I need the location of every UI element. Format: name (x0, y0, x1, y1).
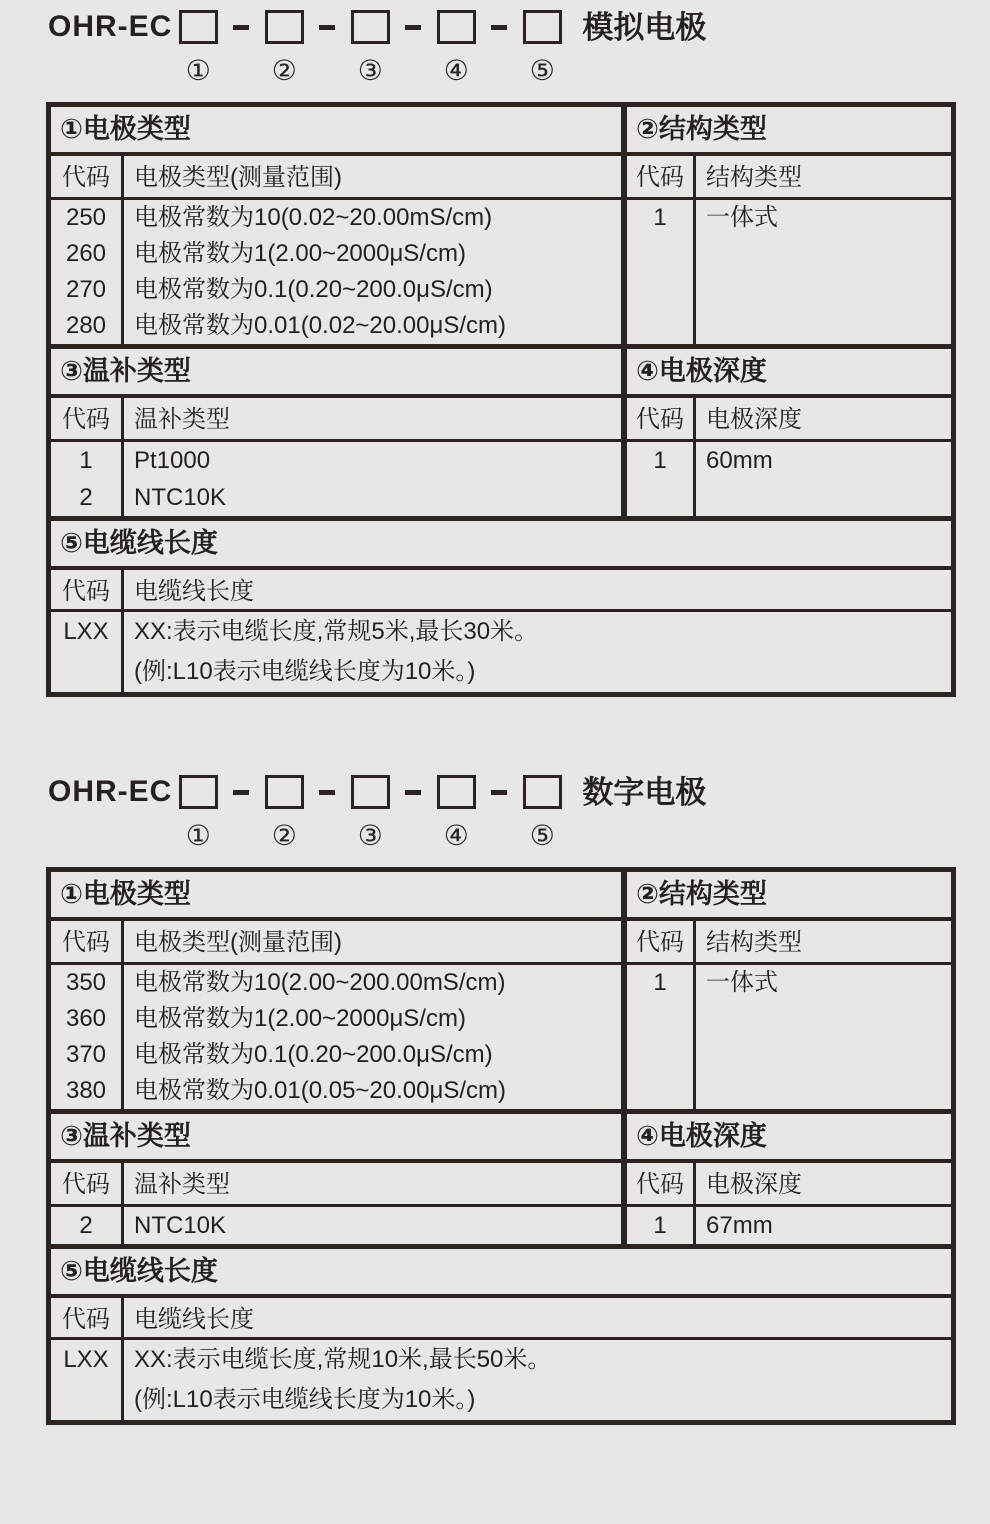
code-column (627, 965, 693, 1109)
dash-separator (233, 25, 249, 30)
model-code-slot-1 (176, 10, 220, 86)
label-column (121, 1340, 951, 1420)
cell-code: LXX (63, 618, 109, 645)
cell-code: 2 (79, 1212, 93, 1239)
position-number-2: ② (271, 55, 297, 86)
cell-label: Pt1000 (134, 447, 211, 474)
label-column (693, 1207, 951, 1244)
cell-code: 270 (65, 276, 107, 303)
cell-label: NTC10K (134, 484, 227, 511)
column-header-code: 代码 (51, 156, 121, 200)
section-electrode-depth (627, 1114, 951, 1244)
cell-label: 电极常数为1(2.00~2000μS/cm) (134, 1005, 466, 1032)
section-electrode-depth (627, 349, 951, 516)
cell-code: 350 (65, 969, 107, 996)
code-column (51, 965, 121, 1109)
dash-separator (405, 790, 421, 795)
column-header-code: 代码 (627, 1163, 693, 1207)
model-code-slot-1 (176, 775, 220, 851)
column-header-label: 结构类型 (693, 156, 951, 200)
cell-code: 1 (653, 1212, 667, 1239)
section-cable-length (51, 521, 951, 692)
column-header-code: 代码 (627, 156, 693, 200)
column-header-label: 温补类型 (121, 1163, 621, 1207)
section-electrode-type (51, 872, 621, 1109)
section-title: ③温补类型 (51, 1114, 621, 1163)
column-header-label: 结构类型 (693, 921, 951, 965)
column-header-label: 电极类型(测量范围) (121, 156, 621, 200)
band-cable-length (51, 1244, 951, 1420)
dash-separator (233, 790, 249, 795)
cell-label: 电极常数为1(2.00~2000μS/cm) (134, 240, 466, 267)
model-prefix: OHR-EC (48, 775, 173, 808)
model-code-diagram-digital (48, 775, 956, 851)
ordering-table-analog (46, 102, 956, 697)
model-code-slot-2 (262, 10, 306, 86)
cell-code: 260 (65, 240, 107, 267)
label-column (121, 442, 621, 516)
cell-label: 电极常数为0.1(0.20~200.0μS/cm) (134, 276, 493, 303)
section-title: ④电极深度 (627, 349, 951, 398)
cell-label: 电极常数为10(2.00~200.00mS/cm) (134, 969, 506, 996)
model-code-box-5 (523, 775, 562, 809)
band-tempcomp-depth (51, 1109, 951, 1244)
model-code-box-1 (179, 10, 218, 44)
cell-label: 电极常数为0.01(0.02~20.00μS/cm) (134, 312, 506, 339)
section-structure-type (627, 872, 951, 1109)
model-code-box-5 (523, 10, 562, 44)
code-column (51, 1207, 121, 1244)
cell-label: 电极常数为0.01(0.05~20.00μS/cm) (134, 1077, 506, 1104)
label-column (121, 965, 621, 1109)
cell-code: 250 (65, 204, 107, 231)
cell-label: NTC10K (134, 1212, 227, 1239)
cell-code: 360 (65, 1005, 107, 1032)
code-column (627, 442, 693, 516)
model-suffix-analog: 模拟电极 (582, 10, 707, 45)
column-header-code: 代码 (51, 921, 121, 965)
cell-label: 一体式 (706, 204, 778, 231)
column-header-code: 代码 (627, 398, 693, 442)
model-suffix-digital: 数字电极 (582, 775, 707, 810)
section-structure-type (627, 107, 951, 344)
code-column (51, 1340, 121, 1420)
band-cable-length (51, 516, 951, 692)
model-code-slot-5 (520, 775, 564, 851)
model-code-box-3 (351, 775, 390, 809)
cell-label-line: (例:L10表示电缆线长度为10米。) (134, 1386, 476, 1413)
section-title: ③温补类型 (51, 349, 621, 398)
position-number-4: ④ (443, 820, 469, 851)
cell-label-line: XX:表示电缆长度,常规10米,最长50米。 (134, 1346, 552, 1373)
code-column (51, 442, 121, 516)
position-number-3: ③ (357, 820, 383, 851)
cell-code: 1 (79, 447, 93, 474)
dash-separator (491, 790, 507, 795)
cell-code: 280 (65, 312, 107, 339)
column-header-label: 电缆线长度 (121, 1298, 951, 1340)
model-line-analog (48, 10, 956, 86)
position-number-1: ① (185, 55, 211, 86)
label-column (121, 1207, 621, 1244)
section-title: ①电极类型 (51, 107, 621, 156)
model-code-box-4 (437, 775, 476, 809)
model-code-box-2 (265, 775, 304, 809)
section-title: ⑤电缆线长度 (51, 1249, 951, 1298)
section-title: ②结构类型 (627, 872, 951, 921)
cell-label: 60mm (706, 447, 773, 474)
code-column (51, 200, 121, 344)
section-title: ②结构类型 (627, 107, 951, 156)
cell-label-line: XX:表示电缆长度,常规5米,最长30米。 (134, 618, 539, 645)
dash-separator (405, 25, 421, 30)
cell-code: 380 (65, 1077, 107, 1104)
column-header-label: 电极深度 (693, 398, 951, 442)
column-header-code: 代码 (627, 921, 693, 965)
model-code-slot-5 (520, 10, 564, 86)
code-column (51, 612, 121, 692)
column-header-label: 温补类型 (121, 398, 621, 442)
label-column (121, 612, 951, 692)
position-number-3: ③ (357, 55, 383, 86)
label-column (693, 965, 951, 1109)
model-code-box-2 (265, 10, 304, 44)
position-number-5: ⑤ (529, 820, 555, 851)
column-header-label: 电极深度 (693, 1163, 951, 1207)
cell-code: 1 (653, 204, 667, 231)
cell-label: 67mm (706, 1212, 773, 1239)
section-tempcomp-type (51, 1114, 621, 1244)
section-title: ①电极类型 (51, 872, 621, 921)
model-code-box-1 (179, 775, 218, 809)
cell-label: 电极常数为0.1(0.20~200.0μS/cm) (134, 1041, 493, 1068)
position-number-4: ④ (443, 55, 469, 86)
code-column (627, 200, 693, 344)
model-code-box-4 (437, 10, 476, 44)
column-header-code: 代码 (51, 570, 121, 612)
model-code-slot-4 (434, 775, 478, 851)
model-code-slot-4 (434, 10, 478, 86)
section-tempcomp-type (51, 349, 621, 516)
cell-code: 1 (653, 447, 667, 474)
position-number-5: ⑤ (529, 55, 555, 86)
cell-label: 一体式 (706, 969, 778, 996)
position-number-1: ① (185, 820, 211, 851)
code-column (627, 1207, 693, 1244)
column-header-code: 代码 (51, 1298, 121, 1340)
column-header-label: 电缆线长度 (121, 570, 951, 612)
column-header-label: 电极类型(测量范围) (121, 921, 621, 965)
cell-code: 370 (65, 1041, 107, 1068)
section-title: ⑤电缆线长度 (51, 521, 951, 570)
model-code-slot-2 (262, 775, 306, 851)
model-code-slot-3 (348, 775, 392, 851)
model-code-slot-3 (348, 10, 392, 86)
dash-separator (319, 790, 335, 795)
cell-label-line: (例:L10表示电缆线长度为10米。) (134, 658, 476, 685)
ordering-table-digital (46, 867, 956, 1425)
model-prefix: OHR-EC (48, 10, 173, 43)
section-electrode-type (51, 107, 621, 344)
cell-code: 1 (653, 969, 667, 996)
model-code-box-3 (351, 10, 390, 44)
cell-code: 2 (79, 484, 93, 511)
column-header-code: 代码 (51, 398, 121, 442)
label-column (693, 200, 951, 344)
column-header-code: 代码 (51, 1163, 121, 1207)
cell-code: LXX (63, 1346, 109, 1373)
band-electrode-structure (51, 107, 951, 344)
label-column (121, 200, 621, 344)
label-column (693, 442, 951, 516)
section-title: ④电极深度 (627, 1114, 951, 1163)
dash-separator (319, 25, 335, 30)
band-tempcomp-depth (51, 344, 951, 516)
cell-label: 电极常数为10(0.02~20.00mS/cm) (134, 204, 493, 231)
model-line-digital (48, 775, 956, 851)
band-electrode-structure (51, 872, 951, 1109)
dash-separator (491, 25, 507, 30)
model-code-diagram-analog (48, 10, 956, 86)
position-number-2: ② (271, 820, 297, 851)
section-gap (46, 697, 956, 775)
section-cable-length (51, 1249, 951, 1420)
